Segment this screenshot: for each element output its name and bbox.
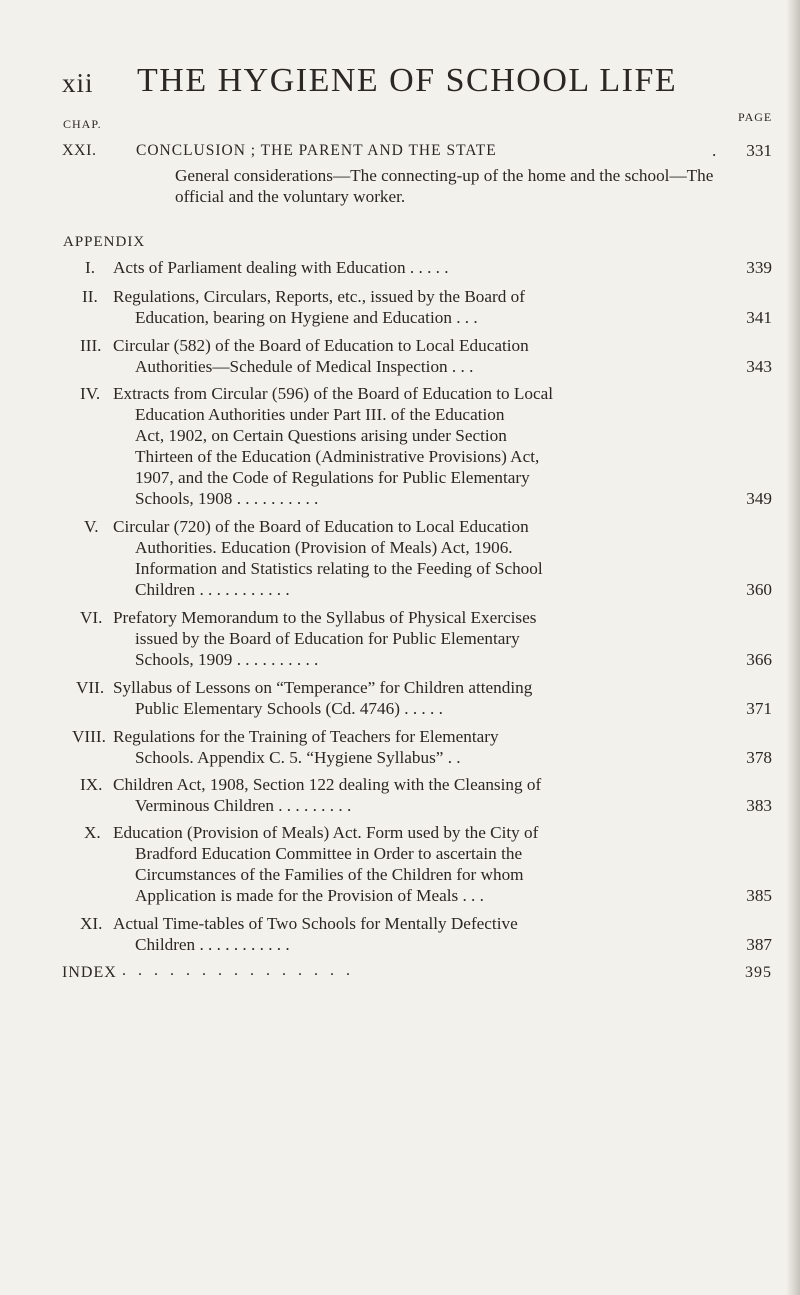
page-column-header: PAGE (738, 110, 773, 124)
title-line: Circular (720) of the Board of Education to Local Education (113, 517, 529, 536)
title-line: Regulations for the Training of Teachers for Elementary (113, 727, 499, 746)
appendix-number: VI. (80, 608, 103, 627)
appendix-page: 343 (746, 357, 772, 376)
title-line: Public Elementary Schools (Cd. 4746) . . . . . (135, 699, 443, 718)
title-line: Schools, 1909 . . . . . . . . . . (135, 650, 319, 669)
title-line: Children . . . . . . . . . . . (135, 935, 290, 954)
title-line: Education Authorities under Part III. of the Education (135, 405, 505, 424)
appendix-title (113, 726, 753, 768)
page-edge-shadow (786, 0, 800, 1295)
chapter-title: CONCLUSION ; THE PARENT AND THE STATE (136, 142, 497, 159)
appendix-title (113, 516, 753, 600)
appendix-number: II. (82, 287, 98, 306)
appendix-title (113, 335, 733, 377)
title-line: issued by the Board of Education for Public Elementary (135, 629, 520, 648)
appendix-number: I. (85, 258, 96, 277)
title-line: Children . . . . . . . . . . . (135, 580, 290, 599)
index-label: INDEX (62, 964, 117, 981)
appendix-title (113, 913, 753, 955)
appendix-heading: APPENDIX (63, 234, 146, 250)
title-line: Schools, 1908 . . . . . . . . . . (135, 489, 319, 508)
running-title: THE HYGIENE OF SCHOOL LIFE (137, 62, 678, 99)
chapter-page: 331 (746, 141, 772, 160)
appendix-page: 371 (746, 699, 772, 718)
title-line: Schools. Appendix C. 5. “Hygiene Syllabus” . . (135, 748, 461, 767)
title-line: Authorities. Education (Provision of Meals) Act, 1906. (135, 538, 513, 557)
appendix-page: 339 (746, 258, 772, 277)
title-line: Act, 1902, on Certain Questions arising under Section (135, 426, 507, 445)
appendix-title (113, 383, 753, 509)
appendix-title (113, 607, 753, 670)
title-line: Actual Time-tables of Two Schools for Mentally Defective (113, 914, 518, 933)
title-line: Authorities—Schedule of Medical Inspection . . . (135, 357, 474, 376)
appendix-number: XI. (80, 914, 103, 933)
appendix-page: 366 (746, 650, 772, 669)
appendix-title (113, 822, 753, 906)
chap-column-header: CHAP. (63, 117, 102, 131)
title-line: Circumstances of the Families of the Children for whom (135, 865, 524, 884)
title-line: Thirteen of the Education (Administrative Provisions) Act, (135, 447, 540, 466)
appendix-number: V. (84, 517, 99, 536)
appendix-title (113, 774, 753, 816)
title-line: Information and Statistics relating to the Feeding of School (135, 559, 543, 578)
appendix-number: VII. (76, 678, 105, 697)
title-line: Regulations, Circulars, Reports, etc., issued by the Board of (113, 287, 525, 306)
chapter-entry (62, 140, 772, 210)
appendix-number: IV. (80, 384, 101, 403)
appendix-title (113, 286, 733, 328)
appendix-page: 378 (746, 748, 772, 767)
appendix-title (113, 257, 713, 278)
appendix-page: 383 (746, 796, 772, 815)
appendix-number: X. (84, 823, 101, 842)
chapter-leader: . (712, 141, 717, 160)
appendix-page: 385 (746, 886, 772, 905)
title-line: Circular (582) of the Board of Education to Local Education (113, 336, 529, 355)
title-line: Syllabus of Lessons on “Temperance” for Children attending (113, 678, 533, 697)
appendix-title (113, 677, 753, 719)
chapter-number: XXI. (62, 142, 97, 159)
title-line: Children Act, 1908, Section 122 dealing with the Cleansing of (113, 775, 542, 794)
appendix-number: VIII. (72, 727, 106, 746)
title-line: Verminous Children . . . . . . . . . (135, 796, 352, 815)
appendix-page: 349 (746, 489, 772, 508)
appendix-number: III. (80, 336, 102, 355)
title-line: Extracts from Circular (596) of the Board of Education to Local (113, 384, 554, 403)
title-line: Prefatory Memorandum to the Syllabus of Physical Exercises (113, 608, 537, 627)
running-head (62, 62, 742, 102)
title-line: Education (Provision of Meals) Act. Form used by the City of (113, 823, 539, 842)
appendix-page: 387 (746, 935, 772, 954)
appendix-page: 341 (746, 308, 772, 327)
title-line: 1907, and the Code of Regulations for Public Elementary (135, 468, 530, 487)
appendix-number: IX. (80, 775, 103, 794)
chapter-summary: General considerations—The connecting-up of the home and the school—The official and the voluntary worker. (175, 166, 714, 206)
title-line: Acts of Parliament dealing with Education . . . . . (113, 258, 449, 277)
title-line: Bradford Education Committee in Order to ascertain the (135, 844, 523, 863)
index-page: 395 (745, 964, 772, 981)
index-leader: . . . . . . . . . . . . . . . (122, 962, 354, 979)
appendix-page: 360 (746, 580, 772, 599)
title-line: Application is made for the Provision of Meals . . . (135, 886, 484, 905)
page-folio: xii (62, 68, 94, 98)
title-line: Education, bearing on Hygiene and Education . . . (135, 308, 478, 327)
